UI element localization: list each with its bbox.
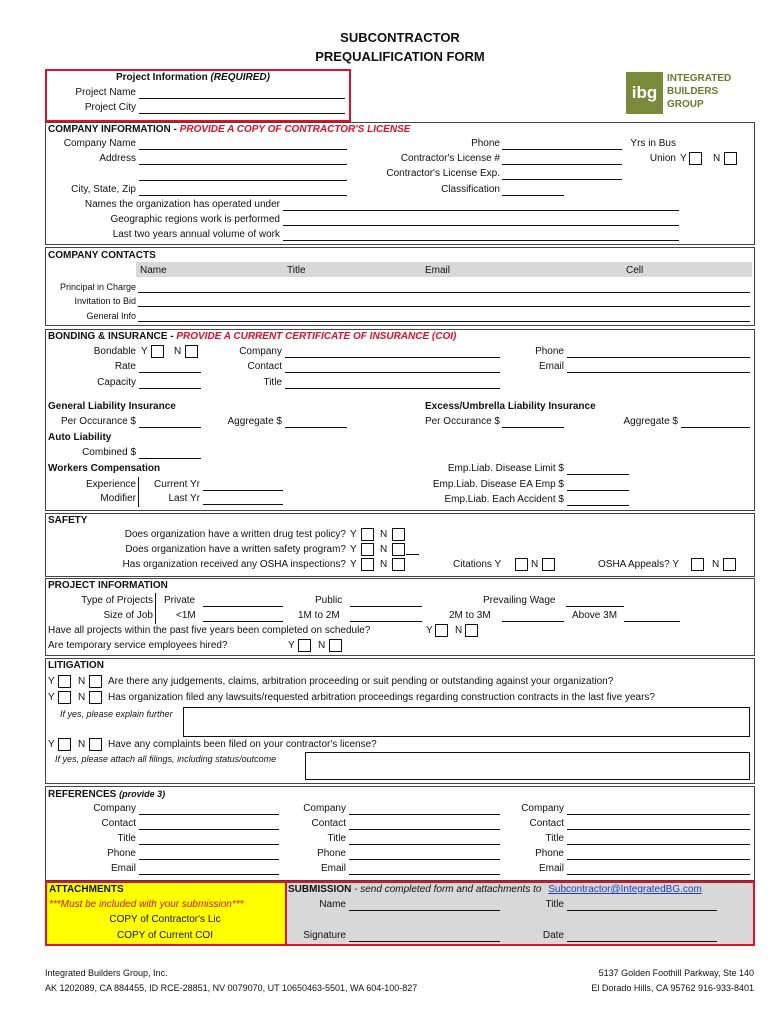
- auto-combined-label: Combined $: [82, 447, 136, 458]
- bond-title-label: Title: [263, 377, 282, 388]
- lit-q1-yes-checkbox[interactable]: [58, 675, 71, 688]
- company-name-field[interactable]: [139, 149, 347, 150]
- litigation-heading: LITIGATION: [48, 660, 104, 671]
- safety-q1-y-label: Y: [350, 529, 357, 540]
- submission-signature-field[interactable]: [349, 941, 500, 942]
- capacity-label: Capacity: [97, 377, 136, 388]
- rate-label: Rate: [114, 361, 136, 372]
- rate-field[interactable]: [139, 372, 201, 373]
- excess-per-occurance-field[interactable]: [502, 427, 564, 428]
- logo-text-2: BUILDERS: [667, 86, 719, 97]
- safety-q2-no-checkbox[interactable]: [392, 543, 405, 556]
- ref3-company-label: Company: [521, 803, 564, 814]
- ref1-contact-field[interactable]: [139, 829, 279, 830]
- lit-q2-no-checkbox[interactable]: [89, 691, 102, 704]
- public-field[interactable]: [350, 606, 422, 607]
- ref1-contact-label: Contact: [101, 818, 136, 829]
- address-field-2[interactable]: [139, 180, 347, 181]
- safety-q2-y-label: Y: [350, 544, 357, 555]
- lit-q1-n-label: N: [78, 676, 86, 687]
- attachments-must-text: ***Must be included with your submission***: [49, 899, 244, 910]
- auto-heading: Auto Liability: [48, 432, 112, 443]
- yrs-in-bus-label: Yrs in Bus: [630, 138, 676, 149]
- company-info-heading: [48, 124, 410, 135]
- type-of-projects-label: Type of Projects: [81, 595, 153, 606]
- safety-q3-y-label: Y: [350, 559, 357, 570]
- osha-yes-checkbox[interactable]: [691, 558, 704, 571]
- company-heading-text: COMPANY INFORMATION -: [48, 124, 177, 135]
- form-title-line2: PREQUALIFICATION FORM: [315, 49, 485, 64]
- lit-q2-text: Has organization filed any lawsuits/requested arbitration proceedings regarding construction contracts in the last five years?: [108, 692, 655, 703]
- emp-accident-label: Emp.Liab. Each Accident $: [444, 494, 564, 505]
- emp-limit-label: Emp.Liab. Disease Limit $: [447, 463, 564, 474]
- bondable-y-label: Y: [141, 346, 148, 357]
- references-heading-text: REFERENCES: [48, 789, 117, 800]
- m1to2-label: 1M to 2M: [298, 610, 340, 621]
- names-operated-label: Names the organization has operated under: [84, 199, 280, 210]
- excess-aggregate-field[interactable]: [681, 427, 750, 428]
- osha-appeals-label: OSHA Appeals?: [598, 559, 670, 570]
- safety-q3-n-label: N: [380, 559, 388, 570]
- osha-no-checkbox[interactable]: [723, 558, 736, 571]
- contacts-col-cell: Cell: [626, 265, 644, 276]
- emp-ea-field[interactable]: [567, 490, 629, 491]
- lit-attach-label: If yes, please attach all filings, including status/outcome: [55, 754, 277, 764]
- contacts-row-principal-field[interactable]: [138, 292, 750, 293]
- temp-y-label: Y: [288, 640, 295, 651]
- address-field[interactable]: [139, 164, 347, 165]
- temp-employees-question: Are temporary service employees hired?: [48, 640, 228, 651]
- ref3-contact-label: Contact: [529, 818, 564, 829]
- license-exp-label: Contractor's License Exp.: [386, 168, 500, 179]
- contacts-row-general: General Info: [86, 311, 136, 321]
- submission-title-field[interactable]: [567, 910, 717, 911]
- citations-y-label: Y: [494, 559, 502, 570]
- contacts-col-title: Title: [287, 265, 306, 276]
- private-field[interactable]: [203, 606, 283, 607]
- m2to3-label: 2M to 3M: [449, 610, 491, 621]
- citations-label: Citations: [453, 559, 492, 570]
- references-heading: [48, 789, 165, 800]
- lit-q3-n-label: N: [78, 739, 86, 750]
- ref2-email-field[interactable]: [349, 874, 500, 875]
- ref3-contact-field[interactable]: [567, 829, 750, 830]
- prevailing-wage-label: Prevailing Wage: [483, 595, 556, 606]
- submission-note: - send completed form and attachments to: [351, 884, 542, 895]
- ref3-phone-label: Phone: [535, 848, 564, 859]
- ref3-company-field[interactable]: [567, 814, 750, 815]
- footer-company: Integrated Builders Group, Inc.: [45, 968, 168, 978]
- names-operated-field[interactable]: [283, 210, 679, 211]
- volume-field[interactable]: [283, 240, 679, 241]
- safety-q1-n-label: N: [380, 529, 388, 540]
- excess-per-occurance-label: Per Occurance $: [424, 416, 500, 427]
- contacts-col-name: Name: [140, 265, 167, 276]
- m2to3-field[interactable]: [502, 621, 564, 622]
- safety-q2: Does organization have a written safety program?: [125, 544, 346, 555]
- lit-explain-label: If yes, please explain further: [60, 709, 173, 719]
- submission-date-field[interactable]: [567, 941, 717, 942]
- prevailing-wage-field[interactable]: [566, 606, 624, 607]
- osha-appeals-group: [598, 559, 679, 570]
- lt1m-field[interactable]: [203, 621, 283, 622]
- schedule-y-label: Y: [426, 625, 433, 636]
- excess-aggregate-label: Aggregate $: [623, 416, 678, 427]
- lit-q1-y-label: Y: [48, 676, 55, 687]
- submission-email-link[interactable]: Subcontractor@IntegratedBG.com: [548, 884, 702, 895]
- bond-phone-field[interactable]: [567, 357, 750, 358]
- company-name-label: Company Name: [63, 138, 136, 149]
- ref2-title-field[interactable]: [349, 844, 500, 845]
- citations-yes-checkbox[interactable]: [515, 558, 528, 571]
- ref2-company-label: Company: [303, 803, 346, 814]
- excess-heading: Excess/Umbrella Liability Insurance: [425, 401, 596, 412]
- wc-experience-label: Experience: [85, 479, 136, 490]
- footer-address-2: El Dorado Hills, CA 95762 916-933-8401: [591, 983, 754, 993]
- m1to2-field[interactable]: [350, 621, 422, 622]
- project-info-heading: [116, 72, 270, 83]
- ref1-company-label: Company: [93, 803, 136, 814]
- logo-mark: ibg: [626, 72, 663, 114]
- lit-explain-textarea[interactable]: [183, 707, 750, 737]
- city-state-zip-label: City, State, Zip: [71, 184, 136, 195]
- schedule-n-label: N: [455, 625, 463, 636]
- license-no-label: Contractor's License #: [400, 153, 500, 164]
- project-name-label: Project Name: [75, 87, 136, 98]
- lit-q2-n-label: N: [78, 692, 86, 703]
- osha-y-label: Y: [672, 559, 679, 570]
- submission-name-label: Name: [319, 899, 346, 910]
- safety-q3-yes-checkbox[interactable]: [361, 558, 374, 571]
- submission-date-label: Date: [542, 930, 564, 941]
- address-label: Address: [99, 153, 136, 164]
- attachment-item-license: COPY of Contractor's Lic: [109, 914, 221, 925]
- lit-attach-textarea[interactable]: [305, 752, 750, 780]
- ref1-title-label: Title: [117, 833, 136, 844]
- lit-q1-no-checkbox[interactable]: [89, 675, 102, 688]
- volume-label: Last two years annual volume of work: [112, 229, 280, 240]
- gl-heading: General Liability Insurance: [48, 401, 176, 412]
- regions-label: Geographic regions work is performed: [110, 214, 280, 225]
- safety-q1-yes-checkbox[interactable]: [361, 528, 374, 541]
- ref2-contact-field[interactable]: [349, 829, 500, 830]
- temp-yes-checkbox[interactable]: [298, 639, 311, 652]
- wc-last-yr-label: Last Yr: [168, 493, 200, 504]
- public-label: Public: [315, 595, 343, 606]
- regions-field[interactable]: [283, 225, 679, 226]
- company-note-text: PROVIDE A COPY OF CONTRACTOR'S LICENSE: [179, 124, 411, 135]
- bond-contact-label: Contact: [247, 361, 282, 372]
- union-n-label: N: [713, 153, 721, 164]
- safety-q2-yes-checkbox[interactable]: [361, 543, 374, 556]
- company-logo: [626, 72, 756, 114]
- schedule-question: Have all projects within the past five years been completed on schedule?: [48, 625, 371, 636]
- submission-title-label: Title: [545, 899, 564, 910]
- bondable-yes-checkbox[interactable]: [151, 345, 164, 358]
- ref3-phone-field[interactable]: [567, 859, 750, 860]
- gl-aggregate-field[interactable]: [285, 427, 347, 428]
- project-required-text: (REQUIRED): [210, 72, 270, 83]
- lit-q2-yes-checkbox[interactable]: [58, 691, 71, 704]
- union-yes-checkbox[interactable]: [689, 152, 702, 165]
- ref2-phone-field[interactable]: [349, 859, 500, 860]
- union-label: Union: [649, 153, 676, 164]
- gl-per-occurance-label: Per Occurance $: [60, 416, 136, 427]
- bond-title-field[interactable]: [285, 388, 500, 389]
- logo-text-1: INTEGRATED: [667, 73, 732, 84]
- bond-email-field[interactable]: [567, 372, 750, 373]
- classification-label: Classification: [441, 184, 500, 195]
- citations-group: [453, 559, 501, 570]
- classification-field[interactable]: [502, 195, 564, 196]
- submission-heading: SUBMISSION: [288, 884, 352, 895]
- above3m-field[interactable]: [624, 621, 680, 622]
- contacts-row-bid: Invitation to Bid: [74, 296, 136, 306]
- schedule-yes-checkbox[interactable]: [435, 624, 448, 637]
- bonding-heading: [48, 331, 456, 342]
- schedule-no-checkbox[interactable]: [465, 624, 478, 637]
- safety-q3: Has organization received any OSHA inspections?: [122, 559, 346, 570]
- lit-q3-text: Have any complaints been filed on your contractor's license?: [108, 739, 377, 750]
- attachment-item-coi: COPY of Current COI: [117, 930, 213, 941]
- logo-text-3: GROUP: [667, 99, 704, 110]
- submission-name-field[interactable]: [349, 910, 500, 911]
- ref2-title-label: Title: [327, 833, 346, 844]
- contacts-row-principal: Principal in Charge: [59, 282, 136, 292]
- wc-last-yr-field[interactable]: [203, 504, 283, 505]
- ref3-email-label: Email: [538, 863, 564, 874]
- citations-n-label: N: [531, 559, 539, 570]
- ref1-phone-label: Phone: [107, 848, 136, 859]
- wc-divider: [138, 477, 139, 507]
- gl-aggregate-label: Aggregate $: [227, 416, 282, 427]
- ref2-phone-label: Phone: [317, 848, 346, 859]
- contacts-col-email: Email: [425, 265, 451, 276]
- private-label: Private: [164, 595, 196, 606]
- bondable-label: Bondable: [93, 346, 136, 357]
- bonding-heading-text: BONDING & INSURANCE -: [48, 331, 174, 342]
- bond-company-label: Company: [239, 346, 282, 357]
- ref1-email-field[interactable]: [139, 874, 279, 875]
- emp-ea-label: Emp.Liab. Disease EA Emp $: [432, 479, 564, 490]
- bond-phone-label: Phone: [535, 346, 564, 357]
- citations-no-checkbox[interactable]: [542, 558, 555, 571]
- ref2-contact-label: Contact: [311, 818, 346, 829]
- contacts-heading: COMPANY CONTACTS: [48, 250, 156, 261]
- bonding-note-text: PROVIDE A CURRENT CERTIFICATE OF INSURANCE (COI): [176, 331, 457, 342]
- emp-accident-field[interactable]: [567, 505, 629, 506]
- safety-q2-underline: [406, 554, 419, 555]
- wc-current-yr-label: Current Yr: [154, 479, 200, 490]
- size-of-job-label: Size of Job: [103, 610, 153, 621]
- union-y-label: Y: [680, 153, 687, 164]
- submission-heading-line: [288, 884, 702, 895]
- ref3-title-label: Title: [545, 833, 564, 844]
- footer-address-1: 5137 Golden Foothill Parkway, Ste 140: [598, 968, 754, 978]
- phone-label: Phone: [471, 138, 500, 149]
- osha-n-label: N: [712, 559, 720, 570]
- capacity-field[interactable]: [139, 388, 201, 389]
- wc-heading: Workers Compensation: [48, 463, 161, 474]
- contacts-row-general-field[interactable]: [138, 321, 750, 322]
- lit-q1-text: Are there any judgements, claims, arbitration proceeding or suit pending or outstanding against your organization?: [108, 676, 614, 687]
- references-sub-text: (provide 3): [119, 789, 166, 799]
- safety-heading: SAFETY: [48, 515, 88, 526]
- city-state-zip-field[interactable]: [139, 195, 347, 196]
- ref2-company-field[interactable]: [349, 814, 500, 815]
- projinfo-divider: [155, 593, 156, 624]
- auto-combined-field[interactable]: [139, 458, 201, 459]
- bond-contact-field[interactable]: [285, 372, 500, 373]
- ref1-phone-field[interactable]: [139, 859, 279, 860]
- emp-limit-field[interactable]: [567, 474, 629, 475]
- ref1-title-field[interactable]: [139, 844, 279, 845]
- temp-n-label: N: [318, 640, 326, 651]
- contacts-row-bid-field[interactable]: [138, 306, 750, 307]
- license-no-field[interactable]: [502, 164, 622, 165]
- attachments-heading: ATTACHMENTS: [49, 884, 124, 895]
- safety-q2-n-label: N: [380, 544, 388, 555]
- phone-field[interactable]: [502, 149, 622, 150]
- ref3-email-field[interactable]: [567, 874, 750, 875]
- temp-no-checkbox[interactable]: [329, 639, 342, 652]
- projinfo-heading: PROJECT INFORMATION: [48, 580, 168, 591]
- license-exp-field[interactable]: [502, 179, 622, 180]
- project-city-field[interactable]: [139, 113, 345, 114]
- bond-company-field[interactable]: [285, 357, 500, 358]
- safety-q1: Does organization have a written drug test policy?: [124, 529, 346, 540]
- bondable-no-checkbox[interactable]: [185, 345, 198, 358]
- lit-q3-y-label: Y: [48, 739, 55, 750]
- wc-modifier-label: Modifier: [100, 493, 136, 504]
- ref1-company-field[interactable]: [139, 814, 279, 815]
- bond-email-label: Email: [538, 361, 564, 372]
- wc-current-yr-field[interactable]: [203, 490, 283, 491]
- union-no-checkbox[interactable]: [724, 152, 737, 165]
- project-city-label: Project City: [84, 102, 136, 113]
- project-name-field[interactable]: [139, 98, 345, 99]
- safety-q3-no-checkbox[interactable]: [392, 558, 405, 571]
- lit-q3-yes-checkbox[interactable]: [58, 738, 71, 751]
- submission-signature-label: Signature: [303, 930, 346, 941]
- gl-per-occurance-field[interactable]: [139, 427, 201, 428]
- safety-q1-no-checkbox[interactable]: [392, 528, 405, 541]
- form-title-line1: SUBCONTRACTOR: [340, 30, 460, 45]
- ref2-email-label: Email: [320, 863, 346, 874]
- ref3-title-field[interactable]: [567, 844, 750, 845]
- lit-q3-no-checkbox[interactable]: [89, 738, 102, 751]
- lit-q2-y-label: Y: [48, 692, 55, 703]
- ref1-email-label: Email: [110, 863, 136, 874]
- lt1m-label: <1M: [176, 610, 196, 621]
- footer-licenses: AK 1202089, CA 884455, ID RCE-28851, NV 0079070, UT 10650463-5501, WA 604-100-827: [45, 983, 418, 993]
- project-heading-text: Project Information: [116, 72, 208, 83]
- bondable-n-label: N: [174, 346, 182, 357]
- references-section: [45, 786, 755, 881]
- above3m-label: Above 3M: [572, 610, 618, 621]
